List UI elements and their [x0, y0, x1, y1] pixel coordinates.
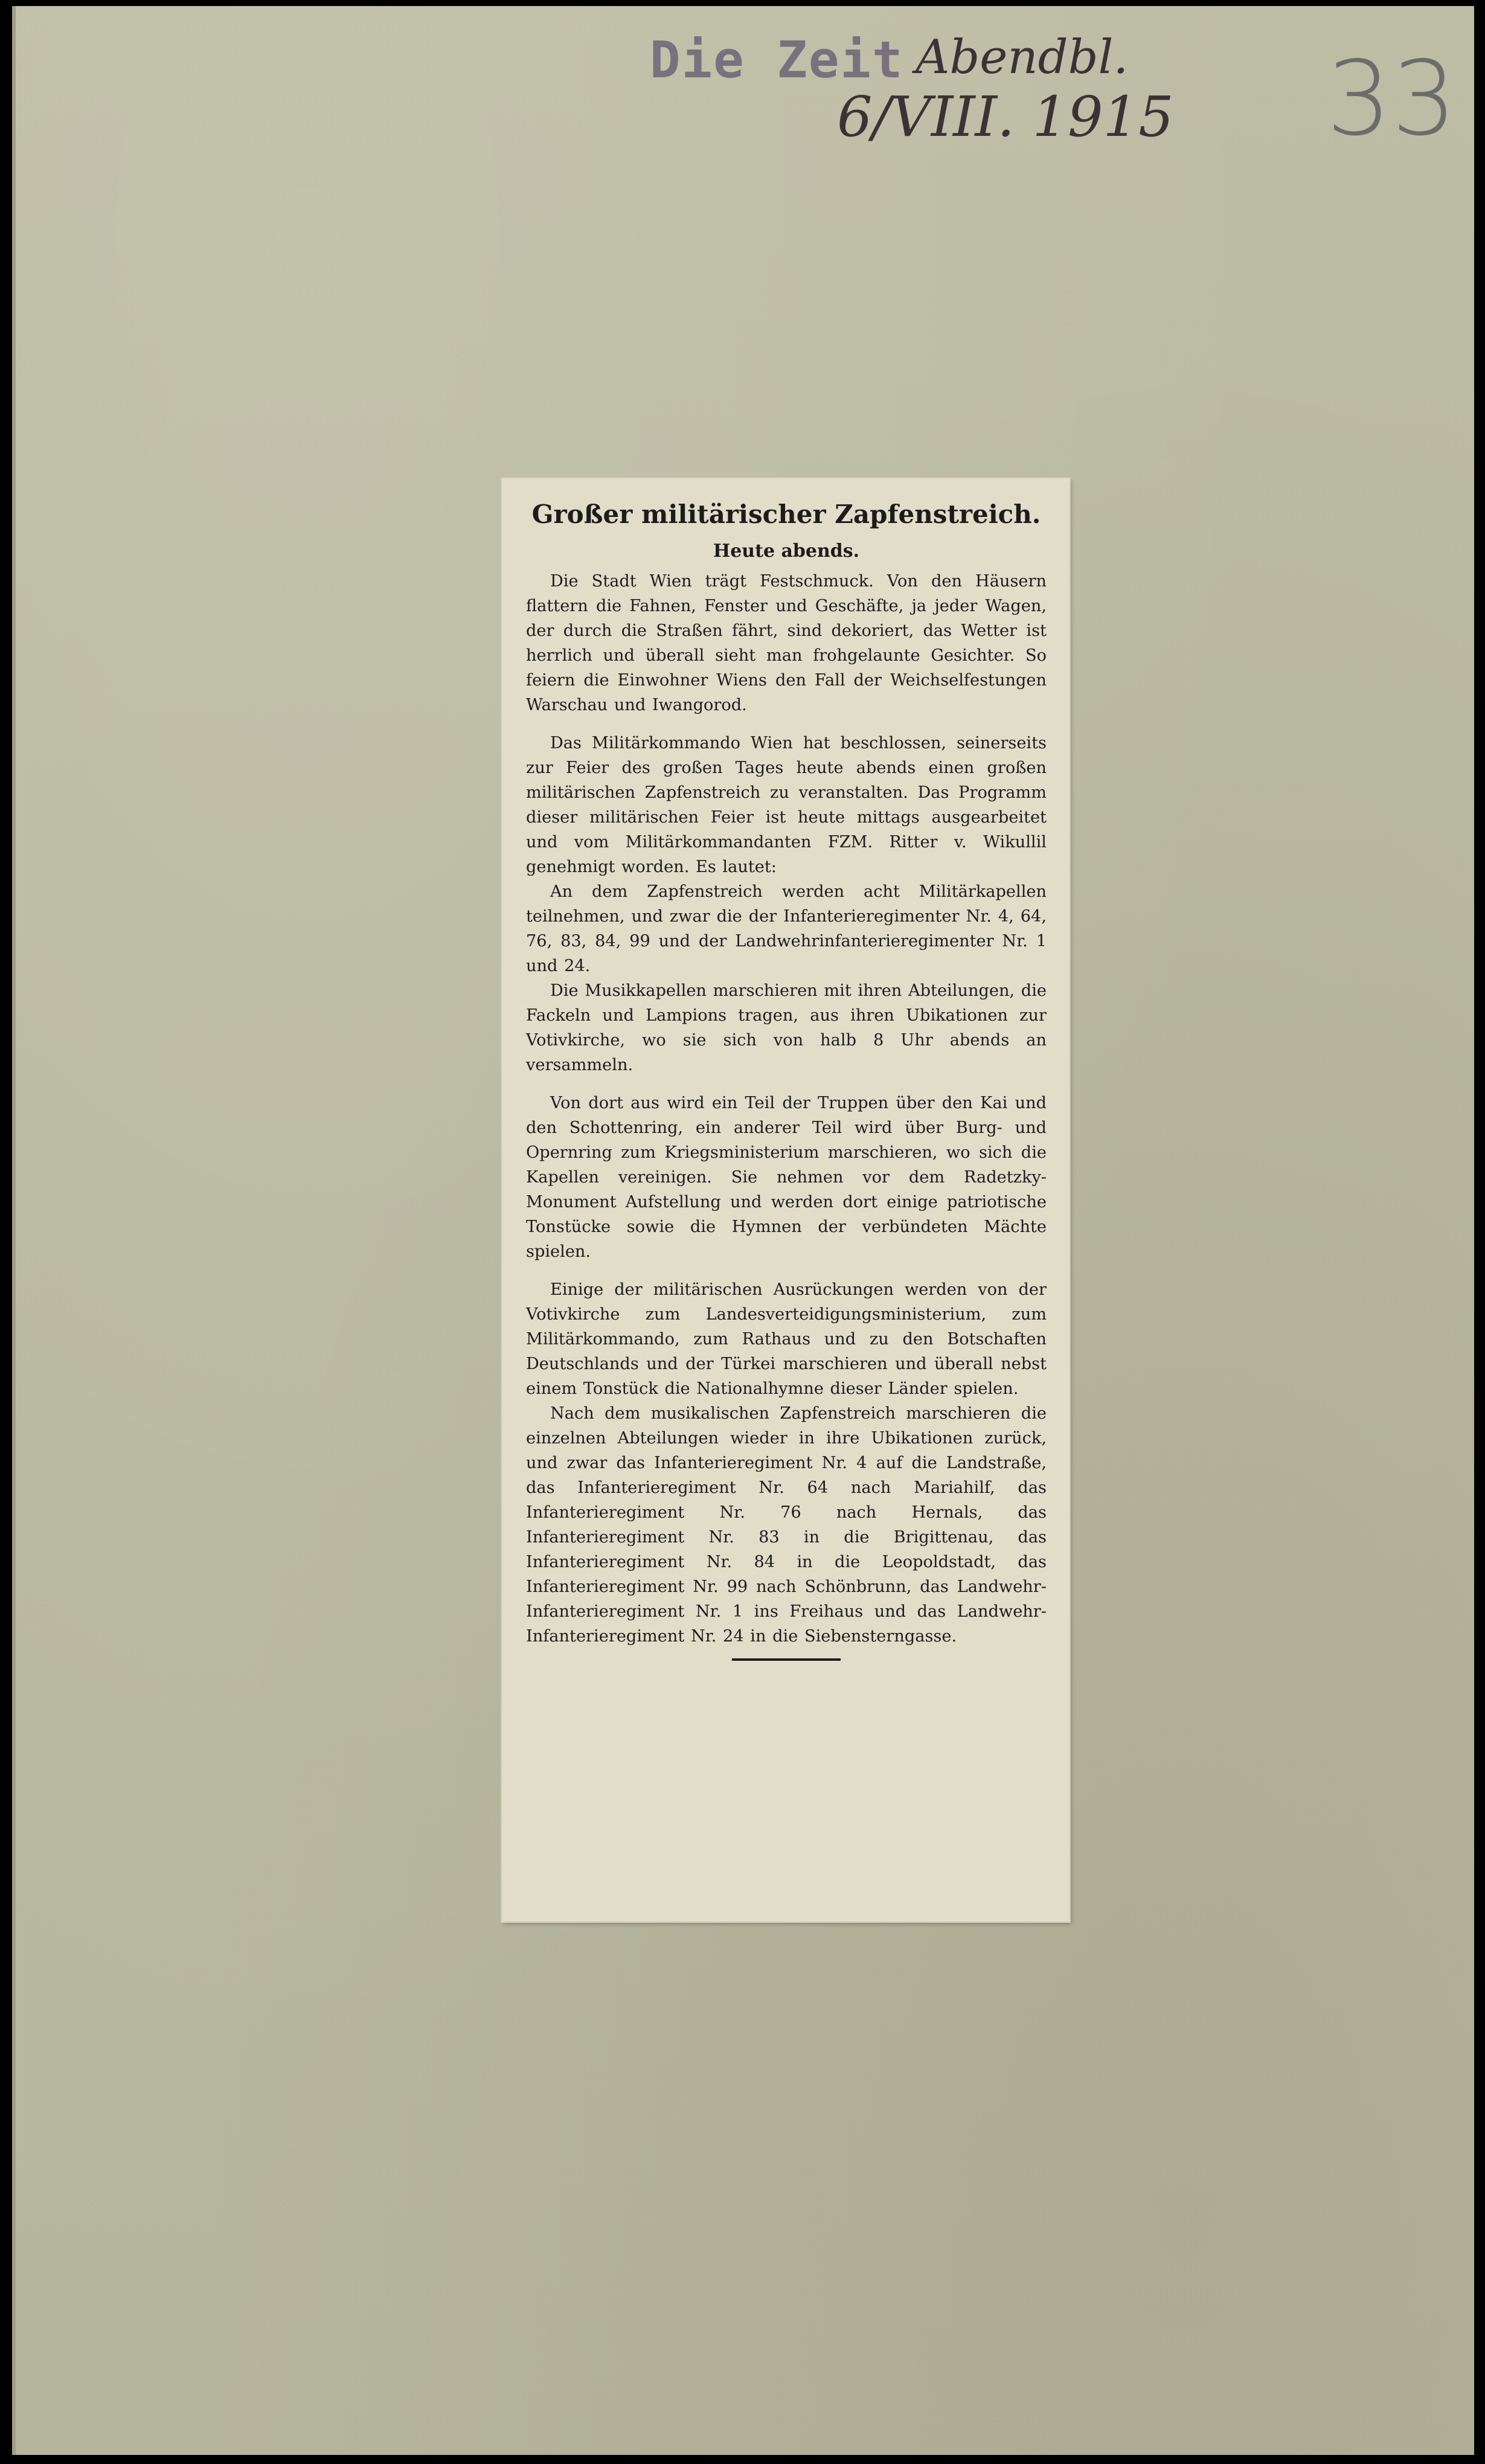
- article-subhead: Heute abends.: [713, 541, 860, 562]
- article-paragraph: Die Stadt Wien trägt Festschmuck. Von den Häusern flattern die Fahnen, Fenster und Geschäfte, ja jeder Wagen, der durch die Straßen fährt, sind dekoriert, das Wetter ist herrlich und überall sieht man frohgelaunte Gesichter. So feiern die Einwohner Wiens den Fall der Weichselfestungen Warschau und Iwangorod.: [526, 572, 1047, 714]
- handwritten-date: 6/VIII. 1915: [837, 85, 1174, 149]
- handwritten-page-number: 33: [1326, 39, 1457, 159]
- publication-stamp: Die Zeit: [650, 30, 904, 89]
- handwritten-edition-note: Abendbl.: [916, 30, 1129, 85]
- archive-sheet: [12, 6, 1474, 2455]
- end-rule-divider: [732, 1658, 841, 1661]
- article-paragraph: Nach dem musikalischen Zapfenstreich marschieren die einzelnen Abteilungen wieder in ihre Ubikationen zurück, und zwar das Infanterieregiment Nr. 4 auf die Landstraße, das Infanterieregiment Nr. 64 nach Mariahilf, das Infanterieregiment Nr. 76 nach Hernals, das Infanterieregiment Nr. 83 in die Brigittenau, das Infanterieregiment Nr. 84 in die Leopoldstadt, das Infanterieregiment Nr. 99 nach Schönbrunn, das Landwehr-Infanterieregiment Nr. 1 ins Freihaus und das Landwehr-Infanterieregiment Nr. 24 in die Siebensterngasse.: [526, 1404, 1047, 1646]
- article-paragraph: An dem Zapfenstreich werden acht Militärkapellen teilnehmen, und zwar die der Infanterieregimenter Nr. 4, 64, 76, 83, 84, 99 und der Landwehrinfanterieregimenter Nr. 1 und 24.: [526, 882, 1047, 975]
- article-paragraph: Das Militärkommando Wien hat beschlossen, seinerseits zur Feier des großen Tages heute abends einen großen militärischen Zapfenstreich zu veranstalten. Das Programm dieser militärischen Feier ist heute mittags ausgearbeitet und vom Militärkommandanten FZM. Ritter v. Wikullil genehmigt worden. Es lautet:: [526, 734, 1047, 876]
- article-paragraph: Einige der militärischen Ausrückungen werden von der Votivkirche zum Landesverteidigungsministerium, zum Militärkommando, zum Rathaus und zu den Botschaften Deutschlands und der Türkei marschieren und überall nebst einem Tonstück die Nationalhymne dieser Länder spielen.: [526, 1280, 1047, 1398]
- article-paragraph: Von dort aus wird ein Teil der Truppen über den Kai und den Schottenring, ein anderer Teil wird über Burg- und Opernring zum Kriegsministerium marschieren, wo sich die Kapellen vereinigen. Sie nehmen vor dem Radetzky-Monument Aufstellung und werden dort einige patriotische Tonstücke sowie die Hymnen der verbündeten Mächte spielen.: [526, 1094, 1047, 1261]
- newspaper-clipping: [502, 478, 1070, 1922]
- article-headline: Großer militärischer Zapfenstreich.: [531, 499, 1041, 529]
- article-paragraph: Die Musikkapellen marschieren mit ihren Abteilungen, die Fackeln und Lampions tragen, aus ihren Ubikationen zur Votivkirche, wo sie sich von halb 8 Uhr abends an versammeln.: [526, 981, 1047, 1074]
